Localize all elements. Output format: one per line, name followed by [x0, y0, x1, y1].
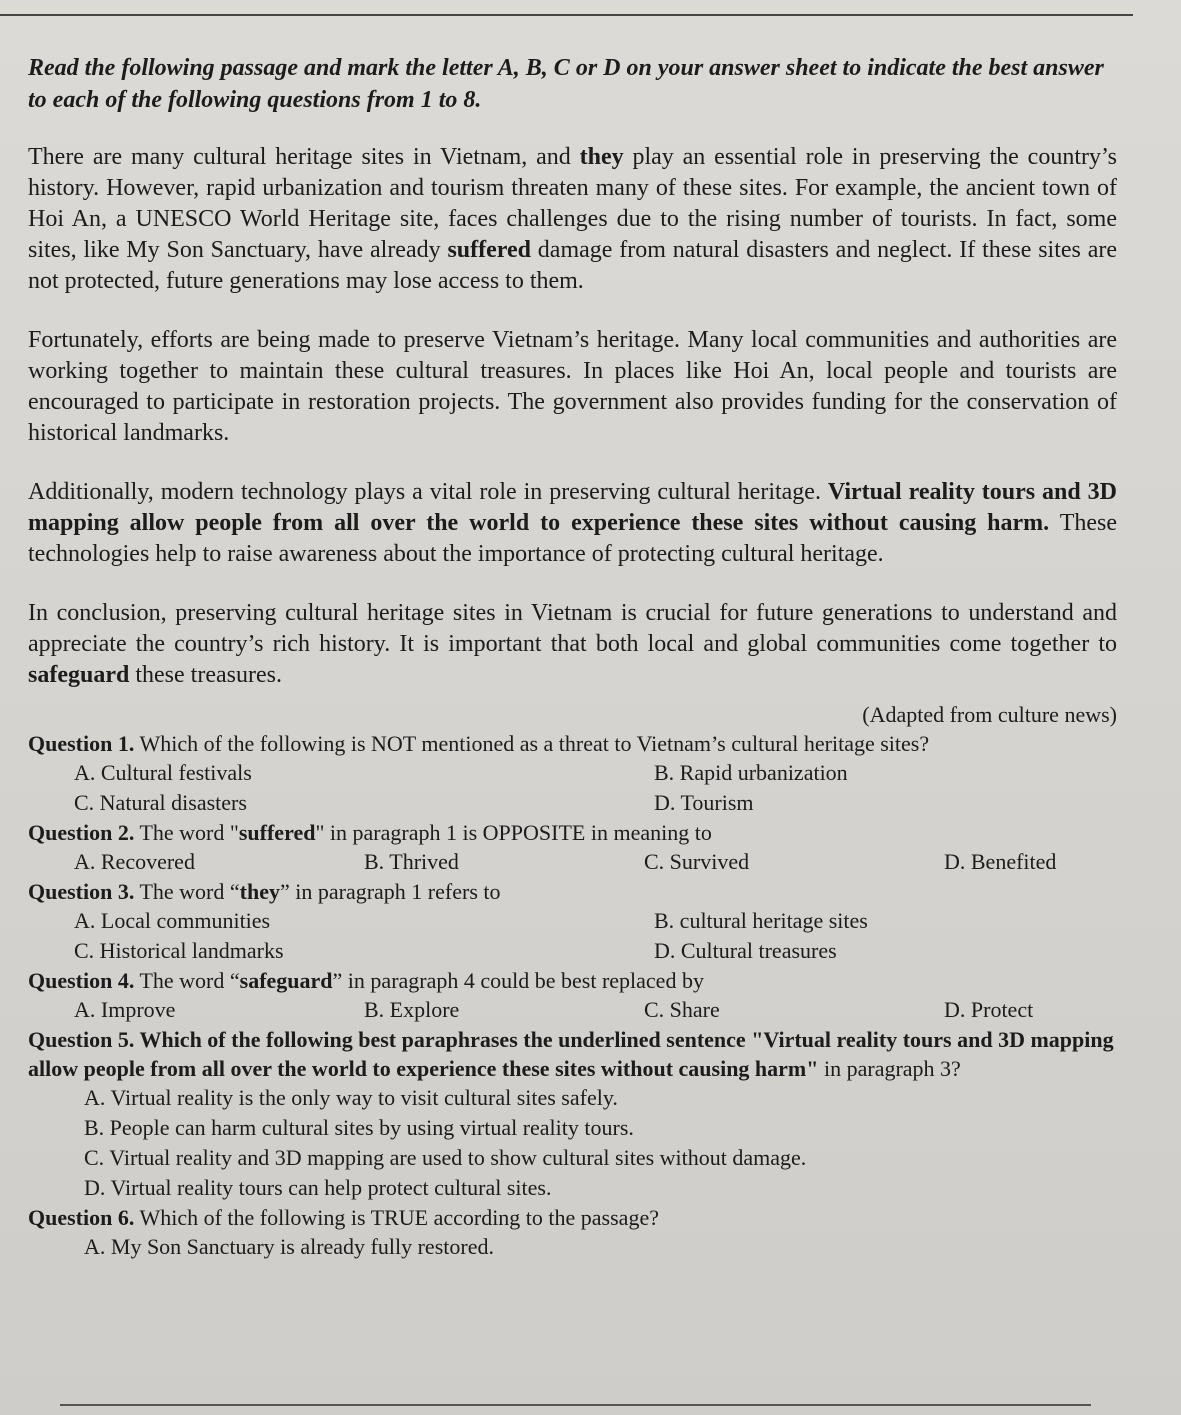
question-text-1: The word “ [134, 968, 240, 993]
question-2-options [74, 847, 1117, 877]
option-b: B. Explore [364, 997, 460, 1022]
option-a: A. Virtual reality is the only way to visit cultural sites safely. [84, 1085, 618, 1110]
question-5-options [84, 1083, 1117, 1203]
question-6 [28, 1203, 1117, 1232]
option-d: D. Benefited [944, 849, 1057, 874]
question-number: Question 6. [28, 1205, 135, 1230]
paragraph-1 [28, 142, 1117, 297]
p3-underlined-sentence: Virtual reality tours and 3D mapping allow people from all over the world to experience these sites without causing harm. [28, 479, 1117, 536]
question-1 [28, 729, 1117, 758]
question-text-1: The word “ [134, 879, 240, 904]
p1-word-suffered: suffered [447, 237, 531, 263]
question-number: Question 1. [28, 731, 135, 756]
option-c: C. Virtual reality and 3D mapping are used to show cultural sites without damage. [84, 1145, 807, 1170]
question-3 [28, 877, 1117, 906]
question-6-options [84, 1232, 1117, 1262]
paragraph-2: Fortunately, efforts are being made to preserve Vietnam’s heritage. Many local communities and authorities are working together to maintain these cultural treasures. In places like Hoi An, local people and tourists are encouraged to participate in restoration projects. The government also provides funding for the conservation of historical landmarks. [28, 327, 1117, 446]
option-c: C. Historical landmarks [74, 938, 284, 963]
p3-text-b: These technologies help to raise awareness about the importance of protecting cultural heritage. [28, 510, 1118, 567]
p1-text-a: There are many cultural heritage sites in Vietnam, and [28, 144, 580, 170]
question-keyword: safeguard [239, 968, 333, 993]
question-5 [28, 1025, 1117, 1083]
paragraph-4 [28, 598, 1117, 691]
p1-text-c: damage from natural disasters and neglect. If these sites are not protected, future generations may lose access to them. [28, 237, 1117, 294]
top-rule [0, 14, 1133, 16]
question-keyword: suffered [238, 820, 316, 845]
option-a: A. Recovered [74, 849, 195, 874]
p4-word-safeguard: safeguard [28, 662, 130, 688]
question-text-2: " in paragraph 1 is OPPOSITE in meaning to [315, 820, 712, 845]
question-text-2: ” in paragraph 1 refers to [279, 879, 501, 904]
p4-text-a: In conclusion, preserving cultural heritage sites in Vietnam is crucial for future generations to understand and appreciate the country’s rich history. It is important that both local and global communities come together to [28, 600, 1117, 657]
paragraph-3 [28, 477, 1117, 570]
option-a: A. Improve [74, 997, 176, 1022]
option-b: B. Rapid urbanization [654, 760, 848, 785]
question-text: Which of the following best paraphrases the underlined sentence "Virtual reality tours and 3D mapping allow people from all over the world to experience these sites without causing harm" [28, 1027, 1114, 1081]
question-number: Question 4. [28, 968, 135, 993]
option-d: D. Protect [944, 997, 1034, 1022]
question-text: Which of the following is NOT mentioned as a threat to Vietnam’s cultural heritage sites? [134, 731, 930, 756]
option-d: D. Virtual reality tours can help protect cultural sites. [84, 1175, 552, 1200]
option-d: D. Cultural treasures [654, 938, 837, 963]
option-b: B. cultural heritage sites [654, 908, 868, 933]
question-3-options [74, 906, 1117, 966]
question-number: Question 3. [28, 879, 135, 904]
question-1-options [74, 758, 1117, 818]
question-4-options [74, 995, 1117, 1025]
option-d: D. Tourism [654, 790, 754, 815]
p1-text-b: play an essential role in preserving the country’s history. However, rapid urbanization and tourism threaten many of these sites. For example, the ancient town of Hoi An, a UNESCO World Heritage site, faces challenges due to the rising number of tourists. In fact, some sites, like My Son Sanctuary, have already [28, 144, 1118, 263]
question-4 [28, 966, 1117, 995]
option-b: B. People can harm cultural sites by using virtual reality tours. [84, 1115, 634, 1140]
question-keyword: they [239, 879, 280, 904]
bottom-rule [60, 1404, 1091, 1406]
question-text-1: The word " [134, 820, 239, 845]
question-text-2: ” in paragraph 4 could be best replaced by [332, 968, 704, 993]
question-number: Question 2. [28, 820, 135, 845]
option-a: A. Cultural festivals [74, 760, 252, 785]
p3-text-a: Additionally, modern technology plays a vital role in preserving cultural heritage. [28, 479, 828, 505]
question-text: Which of the following is TRUE according to the passage? [134, 1205, 659, 1230]
question-2 [28, 818, 1117, 847]
option-b: B. Thrived [364, 849, 459, 874]
instructions: Read the following passage and mark the letter A, B, C or D on your answer sheet to indicate the best answer to each of the following questions from 1 to 8. [28, 55, 1104, 113]
option-a: A. Local communities [74, 908, 271, 933]
option-c: C. Natural disasters [74, 790, 247, 815]
p1-word-they: they [579, 144, 624, 170]
option-c: C. Survived [644, 849, 750, 874]
option-a: A. My Son Sanctuary is already fully restored. [84, 1234, 494, 1259]
option-c: C. Share [644, 997, 720, 1022]
question-number: Question 5. [28, 1027, 135, 1052]
question-text-tail: in paragraph 3? [818, 1056, 961, 1081]
source-credit: (Adapted from culture news) [862, 702, 1117, 727]
p4-text-b: these treasures. [129, 662, 282, 688]
